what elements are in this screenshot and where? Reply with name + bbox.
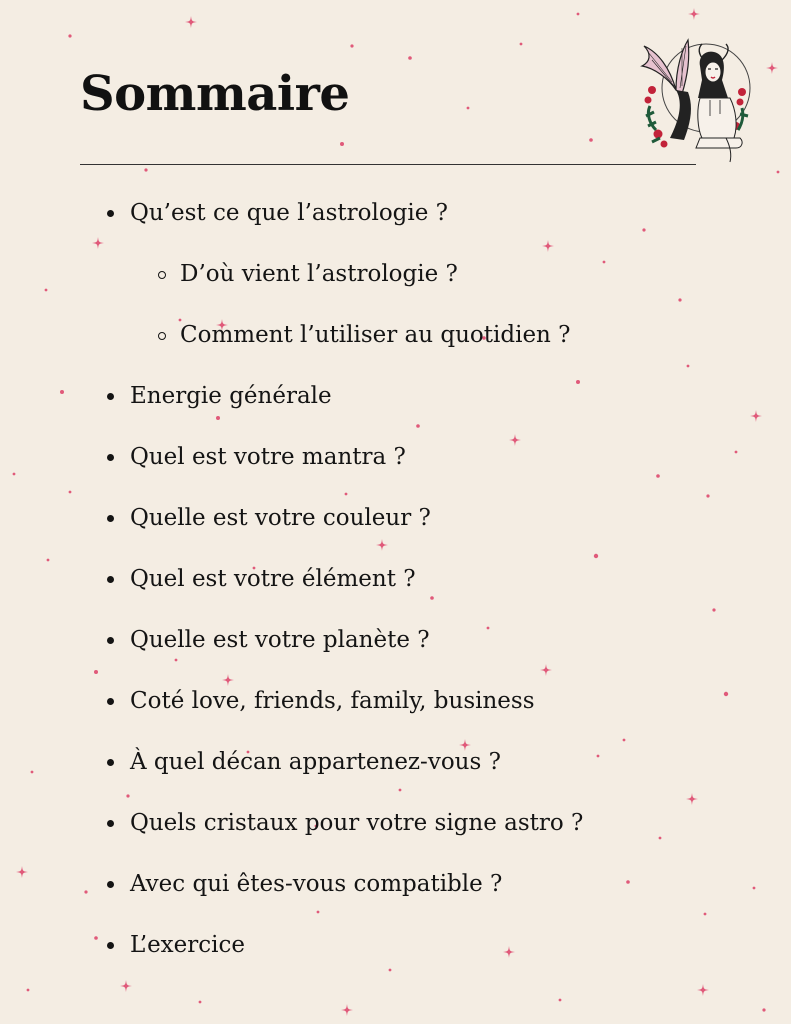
bullet-dot-icon [107, 393, 114, 400]
toc-item[interactable] [107, 564, 416, 594]
toc-item[interactable] [107, 442, 406, 472]
toc-item[interactable] [107, 625, 430, 655]
toc-item[interactable] [107, 503, 431, 533]
toc-item-label: Quelle est votre couleur ? [130, 505, 431, 531]
toc-item[interactable] [107, 808, 583, 838]
toc-item[interactable] [107, 198, 448, 228]
toc-item-label: À quel décan appartenez-vous ? [130, 749, 501, 775]
toc-item[interactable] [107, 930, 245, 960]
bullet-dot-icon [107, 637, 114, 644]
toc-item-label: Quel est votre élément ? [130, 566, 416, 592]
bullet-dot-icon [107, 759, 114, 766]
bullet-circle-icon [158, 332, 166, 340]
toc-item-label: Quelle est votre planète ? [130, 627, 430, 653]
toc-subitem-label: Comment l’utiliser au quotidien ? [180, 322, 571, 348]
bullet-dot-icon [107, 942, 114, 949]
toc-item-label: Coté love, friends, family, business [130, 688, 535, 714]
toc-subitem[interactable] [158, 320, 571, 350]
toc-item-label: Quel est votre mantra ? [130, 444, 406, 470]
toc-subitem[interactable] [158, 259, 458, 289]
toc-item[interactable] [107, 747, 501, 777]
bullet-dot-icon [107, 210, 114, 217]
bullet-dot-icon [107, 881, 114, 888]
toc-item-label: Qu’est ce que l’astrologie ? [130, 200, 449, 226]
toc-item[interactable] [107, 686, 535, 716]
bullet-dot-icon [107, 454, 114, 461]
toc-item-label: Avec qui êtes-vous compatible ? [130, 871, 503, 897]
bullet-circle-icon [158, 271, 166, 279]
toc-item-label: L’exercice [130, 932, 245, 958]
bullet-dot-icon [107, 515, 114, 522]
bullet-dot-icon [107, 698, 114, 705]
toc-item-label: Energie générale [130, 383, 332, 409]
bullet-dot-icon [107, 576, 114, 583]
bullet-dot-icon [107, 820, 114, 827]
toc-item-label: Quels cristaux pour votre signe astro ? [130, 810, 584, 836]
toc-item[interactable] [107, 381, 332, 411]
page-title: Sommaire [80, 66, 350, 122]
toc-item[interactable] [107, 869, 502, 899]
toc-subitem-label: D’où vient l’astrologie ? [180, 261, 458, 287]
